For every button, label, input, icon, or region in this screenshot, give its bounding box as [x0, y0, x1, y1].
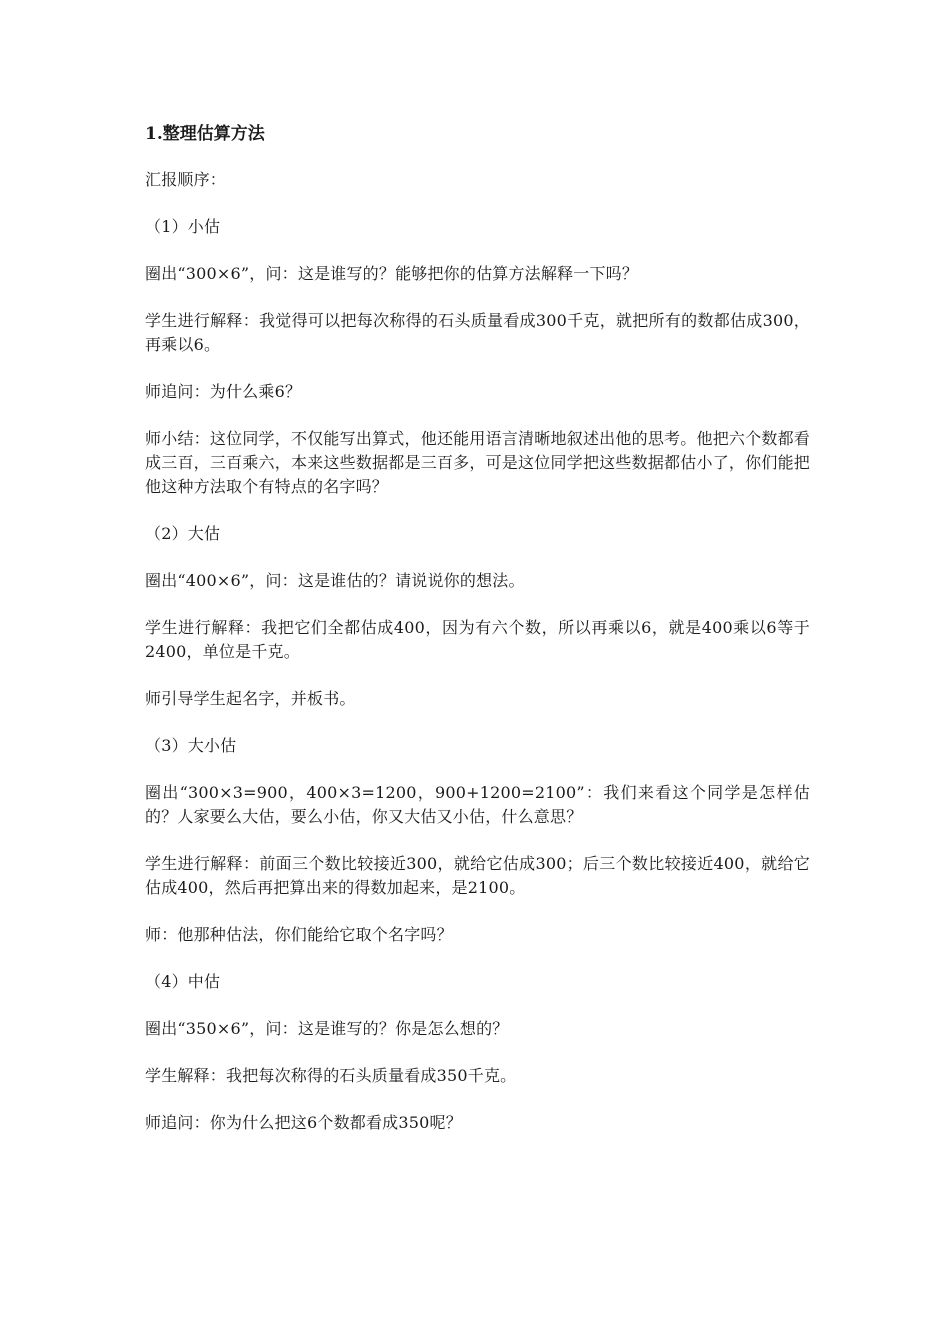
paragraph-student-explain-2: 学生进行解释：我把它们全都估成400，因为有六个数，所以再乘以6，就是400乘以6等于2400，单位是千克。 [145, 618, 810, 661]
subsection-large-estimate: （2）大估 [145, 524, 221, 543]
paragraph-circle-mixed: 圈出“300×3=900，400×3=1200，900+1200=2100”：我们来看这个同学是怎样估的？人家要么大估，要么小估，你又大估又小估，什么意思？ [145, 783, 810, 826]
subsection-mixed-estimate: （3）大小估 [145, 736, 237, 755]
paragraph-teacher-followup-1: 师追问：为什么乘6？ [145, 382, 302, 401]
paragraph-student-explain-3: 学生进行解释：前面三个数比较接近300，就给它估成300；后三个数比较接近400，就给它估成400，然后再把算出来的得数加起来，是2100。 [145, 854, 810, 897]
paragraph-teacher-summary: 师小结：这位同学，不仅能写出算式，他还能用语言清晰地叙述出他的思考。他把六个数都看成三百，三百乘六，本来这些数据都是三百多，可是这位同学把这些数据都估小了，你们能把他这种方法取个有特点的名字吗？ [145, 429, 810, 496]
paragraph-student-explain-1: 学生进行解释：我觉得可以把每次称得的石头质量看成300千克，就把所有的数都估成300，再乘以6。 [145, 311, 810, 354]
paragraph-teacher-name-question: 师：他那种估法，你们能给它取个名字吗？ [145, 925, 453, 944]
paragraph-teacher-guide: 师引导学生起名字，并板书。 [145, 689, 356, 708]
subsection-small-estimate: （1）小估 [145, 217, 221, 236]
paragraph-circle-350x6: 圈出“350×6”，问：这是谁写的？你是怎么想的？ [145, 1019, 509, 1038]
paragraph-circle-300x6: 圈出“300×6”，问：这是谁写的？能够把你的估算方法解释一下吗？ [145, 264, 639, 283]
paragraph-student-explain-4: 学生解释：我把每次称得的石头质量看成350千克。 [145, 1066, 517, 1085]
section-heading: 1.整理估算方法 [145, 124, 265, 144]
paragraph-teacher-followup-2: 师追问：你为什么把这6个数都看成350呢？ [145, 1113, 462, 1132]
paragraph-circle-400x6: 圈出“400×6”，问：这是谁估的？请说说你的想法。 [145, 571, 525, 590]
subsection-middle-estimate: （4）中估 [145, 972, 221, 991]
document-page [145, 122, 810, 1158]
report-order-label: 汇报顺序： [145, 170, 227, 189]
